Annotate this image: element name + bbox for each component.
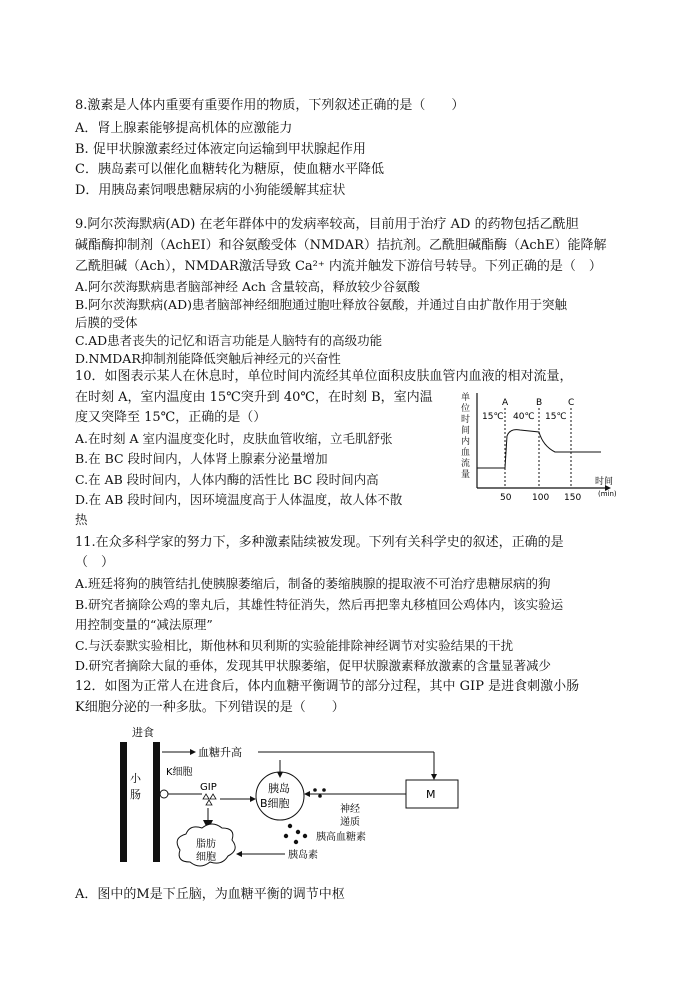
q8-option-b: B. 促甲状腺激素经过体液定向运输到甲状腺起作用 <box>75 142 366 157</box>
blood-flow-chart <box>455 388 635 508</box>
q10-option-a: A.在时刻 A 室内温度变化时，皮肤血管收缩，立毛肌舒张 <box>75 431 393 446</box>
blood-glucose-diagram <box>110 722 470 872</box>
label-gip: GIP <box>200 782 217 793</box>
q8-stem: 8.激素是人体内重要有重要作用的物质，下列叙述正确的是（ ） <box>75 98 465 113</box>
temp-label-1: 15℃ <box>482 412 504 422</box>
ylabel-char-3: 时 <box>461 415 471 425</box>
q11-option-b-line2: 用控制变量的“减法原理” <box>75 617 213 632</box>
q9-stem-line2: 碱酯酶抑制剂（AchEI）和谷氨酸受体（NMDAR）拮抗剂。乙酰胆碱酯酶（AchE）能降解 <box>75 238 607 253</box>
ylabel-char-2: 位 <box>461 404 471 414</box>
neurotransmitter-dots <box>313 788 326 798</box>
q9-stem-line1: 9.阿尔茨海默病(AD) 在老年群体中的发病率较高，目前用于治疗 AD 的药物包括乙酰胆 <box>75 217 579 232</box>
intestine-wall-left <box>120 742 127 862</box>
q9-option-b-line1: B.阿尔茨海默病(AD)患者脑部神经细胞通过胞吐释放谷氨酸，并通过自由扩散作用于突触 <box>75 297 567 312</box>
q9-option-d: D.NMDAR抑制剂能降低突触后神经元的兴奋性 <box>75 351 341 366</box>
temp-label-2: 40℃ <box>513 412 535 422</box>
chart-ylabel <box>461 391 470 480</box>
label-intestine-1: 小 <box>130 772 141 785</box>
q9-option-c: C.AD患者丧失的记忆和语言功能是人脑特有的高级功能 <box>75 333 383 348</box>
q10-option-c: C.在 AB 段时间内，人体内酶的活性比 BC 段时间内高 <box>75 472 379 487</box>
arrow-m-to-islet-head <box>304 791 310 797</box>
x-tick-100: 100 <box>532 493 550 503</box>
label-m: M <box>426 788 436 801</box>
x-tick-150: 150 <box>564 493 582 503</box>
label-sugar-up: 血糖升高 <box>198 746 242 759</box>
q11-option-b-line1: B.研究者摘除公鸡的睾丸后，其雄性特征消失，然后再把睾丸移植回公鸡体内，该实验运 <box>75 597 564 612</box>
q11-stem-line1: 11.在众多科学家的努力下，多种激素陆续被发现。下列有关科学史的叙述，正确的是 <box>75 535 564 550</box>
q9-stem-line3: 乙酰胆碱（Ach），NMDAR激活导致 Ca²⁺ 内流并触发下游信号转导。下列正确的是（ ） <box>75 259 602 274</box>
arrow-to-m-head <box>431 774 437 780</box>
q11-option-a: A.班廷将狗的胰管结扎使胰腺萎缩后，制备的萎缩胰腺的提取液不可治疗患糖尿病的狗 <box>75 576 551 591</box>
xlabel-line2: (min) <box>598 490 617 498</box>
ylabel-char-6: 血 <box>461 448 471 458</box>
ylabel-char-5: 内 <box>461 437 471 447</box>
ylabel-char-8: 量 <box>461 470 471 480</box>
k-cell-circle <box>160 790 168 798</box>
gip-molecules <box>203 794 216 805</box>
q12-stem-line1: 12．如图为正常人在进食后，体内血糖平衡调节的部分过程，其中 GIP 是进食刺激小肠 <box>75 679 580 694</box>
label-fat-2: 细胞 <box>196 852 216 863</box>
label-intestine-2: 肠 <box>130 788 141 801</box>
xlabel-line1: 时间 <box>595 477 614 487</box>
label-eat: 进食 <box>132 726 154 739</box>
label-nerve-1: 神经 <box>340 804 360 815</box>
hormone-dots <box>284 824 307 844</box>
arrow-sugar-head <box>190 749 196 755</box>
temp-label-3: 15℃ <box>545 412 567 422</box>
q10-option-d-line1: D.在 AB 段时间内，因环境温度高于人体温度，故人体不散 <box>75 492 403 507</box>
q11-option-c: C.与沃泰默实验相比，斯他林和贝利斯的实验能排除神经调节对实验结果的干扰 <box>75 638 514 653</box>
q10-stem-line2: 在时刻 A，室内温度由 15℃突升到 40℃，在时刻 B，室内温 <box>75 390 433 405</box>
label-fat-1: 脂肪 <box>196 839 216 850</box>
arrow-insulin-head <box>236 851 242 857</box>
islet-circle <box>256 772 304 820</box>
intestine-wall-right <box>153 742 160 862</box>
marker-b: B <box>536 398 543 408</box>
ylabel-char-4: 间 <box>461 426 471 436</box>
label-islet-2: B细胞 <box>260 797 290 810</box>
label-nerve-2: 递质 <box>340 817 360 828</box>
marker-a: A <box>502 398 509 408</box>
q10-option-b: B.在 BC 段时间内，人体肾上腺素分泌量增加 <box>75 451 328 466</box>
x-tick-50: 50 <box>500 493 512 503</box>
q8-option-c: C．胰岛素可以催化血糖转化为糖原，使血糖水平降低 <box>75 162 384 177</box>
label-insulin: 胰岛素 <box>288 850 318 861</box>
ylabel-char-7: 流 <box>461 459 471 469</box>
q10-option-d-line2: 热 <box>75 512 88 527</box>
label-islet-1: 胰岛 <box>268 782 290 795</box>
q11-stem-line2: （ ） <box>75 555 115 570</box>
q12-option-a: A．图中的M是下丘脑，为血糖平衡的调节中枢 <box>75 887 345 902</box>
q12-stem-line2: K细胞分泌的一种多肽。下列错误的是（ ） <box>75 700 345 715</box>
label-hyperglycemic: 胰高血糖素 <box>316 832 366 843</box>
q9-option-a: A.阿尔茨海默病患者脑部神经 Ach 含量较高，释放较少谷氨酸 <box>75 279 421 294</box>
q10-stem-line3: 度又突降至 15℃，正确的是（） <box>75 410 267 425</box>
marker-c: C <box>568 398 575 408</box>
q9-option-b-line2: 后膜的受体 <box>75 315 138 330</box>
arrow-gip-to-islet-head <box>250 796 256 802</box>
q10-stem-line1: 10．如图表示某人在休息时，单位时间内流经其单位面积皮肤血管内血液的相对流量， <box>75 369 573 384</box>
q8-option-a: A．肾上腺素能够提高机体的应激能力 <box>75 121 293 136</box>
q8-option-d: D．用胰岛素饲喂患糖尿病的小狗能缓解其症状 <box>75 183 346 198</box>
ylabel-char-1: 单 <box>461 393 471 403</box>
label-k-cell: K细胞 <box>166 767 193 778</box>
q11-option-d: D.研究者摘除大鼠的垂体，发现其甲状腺萎缩，促甲状腺激素释放激素的含量显著减少 <box>75 658 552 673</box>
